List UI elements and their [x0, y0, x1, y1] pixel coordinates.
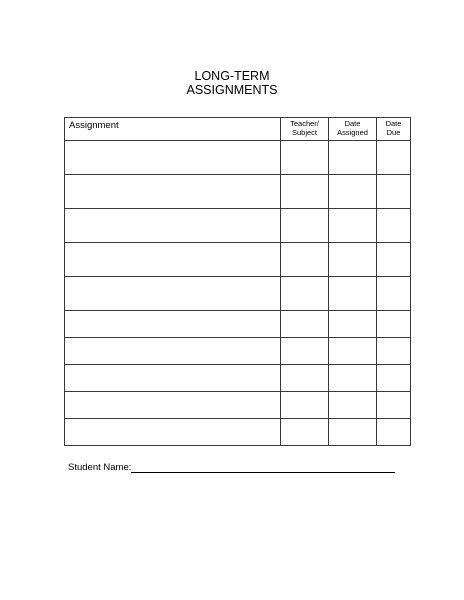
- table-row: [65, 365, 411, 392]
- teacher-subject-cell[interactable]: [281, 209, 329, 243]
- table-row: [65, 338, 411, 365]
- date-assigned-cell[interactable]: [329, 392, 377, 419]
- assignment-cell[interactable]: [65, 338, 281, 365]
- date-assigned-cell[interactable]: [329, 277, 377, 311]
- date-due-cell[interactable]: [377, 392, 411, 419]
- assignment-cell[interactable]: [65, 277, 281, 311]
- date-due-cell[interactable]: [377, 243, 411, 277]
- header-teacher-line-2: Subject: [291, 128, 318, 137]
- date-due-cell[interactable]: [377, 277, 411, 311]
- date-assigned-cell[interactable]: [329, 419, 377, 446]
- assignment-cell[interactable]: [65, 141, 281, 175]
- teacher-subject-cell[interactable]: [281, 365, 329, 392]
- teacher-subject-cell[interactable]: [281, 311, 329, 338]
- assignment-cell[interactable]: [65, 209, 281, 243]
- table-row: [65, 141, 411, 175]
- student-name-field[interactable]: [131, 472, 395, 473]
- date-assigned-cell[interactable]: [329, 209, 377, 243]
- date-assigned-cell[interactable]: [329, 141, 377, 175]
- title-line-2: ASSIGNMENTS: [186, 83, 278, 97]
- assignment-cell[interactable]: [65, 392, 281, 419]
- date-due-cell[interactable]: [377, 141, 411, 175]
- date-due-cell[interactable]: [377, 419, 411, 446]
- table-row: [65, 277, 411, 311]
- header-date-assigned-line-1: Date: [344, 119, 361, 128]
- table-row: [65, 311, 411, 338]
- table-row: [65, 419, 411, 446]
- assignment-cell[interactable]: [65, 175, 281, 209]
- date-due-cell[interactable]: [377, 365, 411, 392]
- assignments-table: [64, 117, 411, 446]
- table-row: [65, 175, 411, 209]
- date-assigned-cell[interactable]: [329, 175, 377, 209]
- table-row: [65, 243, 411, 277]
- teacher-subject-cell[interactable]: [281, 392, 329, 419]
- assignment-cell[interactable]: [65, 365, 281, 392]
- date-assigned-cell[interactable]: [329, 338, 377, 365]
- date-assigned-cell[interactable]: [329, 243, 377, 277]
- student-name-label: Student Name:: [68, 462, 132, 473]
- assignment-cell[interactable]: [65, 419, 281, 446]
- date-due-cell[interactable]: [377, 311, 411, 338]
- header-date-assigned-line-2: Assigned: [337, 128, 368, 137]
- date-due-cell[interactable]: [377, 209, 411, 243]
- teacher-subject-cell[interactable]: [281, 419, 329, 446]
- assignment-cell[interactable]: [65, 243, 281, 277]
- header-teacher-line-1: Teacher/: [290, 119, 319, 128]
- header-assignment: Assignment: [65, 118, 281, 141]
- table-row: [65, 209, 411, 243]
- header-date-due-line-1: Date: [385, 119, 402, 128]
- teacher-subject-cell[interactable]: [281, 243, 329, 277]
- teacher-subject-cell[interactable]: [281, 141, 329, 175]
- table-row: [65, 392, 411, 419]
- date-due-cell[interactable]: [377, 338, 411, 365]
- header-teacher-subject: [281, 118, 329, 141]
- page-title: [0, 69, 464, 97]
- title-line-1: LONG-TERM: [194, 69, 270, 83]
- date-assigned-cell[interactable]: [329, 311, 377, 338]
- table-header-row: [65, 118, 411, 141]
- header-date-assigned: [329, 118, 377, 141]
- header-date-due: [377, 118, 411, 141]
- assignment-cell[interactable]: [65, 311, 281, 338]
- teacher-subject-cell[interactable]: [281, 277, 329, 311]
- teacher-subject-cell[interactable]: [281, 175, 329, 209]
- teacher-subject-cell[interactable]: [281, 338, 329, 365]
- date-assigned-cell[interactable]: [329, 365, 377, 392]
- date-due-cell[interactable]: [377, 175, 411, 209]
- header-date-due-line-2: Due: [386, 128, 401, 137]
